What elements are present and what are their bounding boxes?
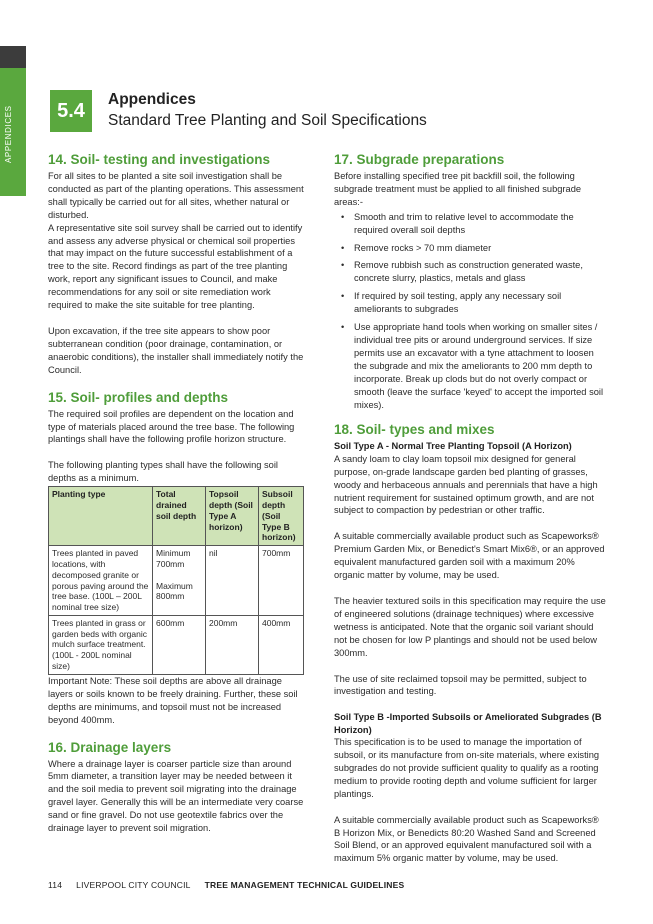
side-tab-label: APPENDICES: [4, 105, 13, 163]
table-header-row: [49, 487, 304, 546]
table-cell: nil: [206, 546, 259, 616]
bullet-icon: •: [341, 211, 345, 222]
soil-type-a-para-1: A sandy loam to clay loam topsoil mix designed for general purpose, on-grade landscape garden bed planting of grasses, woody and herbaceous annuals and perennials that have a high nutrient requirement for sustained optimum growth, and are not subject to compaction by pedestrian or other traffic.: [334, 453, 598, 516]
soil-type-a-para-3: The heavier textured soils in this specification may require the use of engineered solutions (drainage techniques) where excessive wetness is anticipated. Note that the organic soil variant should not be chosen for low P plantings and should not be used below 300mm.: [334, 595, 606, 658]
list-item: [334, 321, 606, 411]
soil-type-a-para-4: The use of site reclaimed topsoil may be permitted, subject to investigation and testing.: [334, 673, 587, 697]
section-17-heading: 17. Subgrade preparations: [334, 152, 505, 167]
section-17-intro: Before installing specified tree pit backfill soil, the following subgrade treatment must be applied to all finished subgrade areas:-: [334, 171, 582, 207]
page-subtitle: Standard Tree Planting and Soil Specifications: [108, 112, 427, 129]
table-cell: Trees planted in grass or garden beds with organic mulch surface treatment. (100L - 200L nominal size): [49, 615, 153, 674]
section-16-para-1: Where a drainage layer is coarser particle size than around 5mm diameter, a transition layer may be needed between it and the soil media to prevent soil migrating into the drainage gravel layer. Generally this will be an intermediate very coarse sand or fine gravel. Do not use geotextile fabrics over the drainage layer to prevent soil migration.: [48, 758, 304, 834]
list-item-text: Use appropriate hand tools when working on smaller sites / individual tree pits or around underground services. If size permits use an excavator with a tyne attachment to loosen the subgrade and mix the ameliorants to 200 mm depth to incorporate. Break up clods but do not overly compact or smooth (leave the surface 'keyed' to accept the imported soil mixes).: [354, 322, 604, 410]
list-item: [334, 259, 606, 285]
section-15-para-2: The following planting types shall have the following soil depths as a minimum.: [48, 460, 278, 484]
section-18-heading: 18. Soil- types and mixes: [334, 422, 495, 438]
bullet-icon: •: [341, 242, 345, 253]
table-cell: Minimum 700mm Maximum 800mm: [153, 546, 206, 616]
list-item: [334, 211, 606, 237]
bullet-icon: •: [341, 260, 345, 271]
page-footer: [48, 880, 404, 890]
table-cell: 200mm: [206, 615, 259, 674]
soil-depth-table: [48, 486, 304, 675]
list-item: [334, 242, 606, 255]
section-14-para-1: For all sites to be planted a site soil investigation shall be conducted as part of the planting operations. This assessment shall typically be carried out for all sites, whether natural or disturbed.: [48, 171, 304, 220]
list-item-text: Remove rocks > 70 mm diameter: [354, 242, 492, 253]
footer-doc-title: TREE MANAGEMENT TECHNICAL GUIDELINES: [204, 880, 405, 890]
list-item: [334, 290, 606, 316]
bullet-icon: •: [341, 322, 345, 333]
section-14-para-2: A representative site soil survey shall be carried out to identify and assess any adverse physical or chemical soil properties that may impact on the future successful establishment of a tree to the site. Record findings as part of the tree planting work, report any significant issues to Council, and make recommendations for any soil or site remediation work required to make the site suitable for tree planting.: [48, 222, 303, 311]
section-15-para-1: The required soil profiles are dependent on the location and type of materials placed around the tree base. The following plantings shall have the following profile horizon structure.: [48, 408, 295, 445]
table-header-cell: Total drained soil depth: [153, 487, 206, 546]
table-cell: Trees planted in paved locations, with decomposed granite or porous paving around the tree base. (100L – 200L nominal tree size): [49, 546, 153, 616]
table-header-cell: Topsoil depth (Soil Type A horizon): [206, 487, 259, 546]
side-tab-marker: [0, 46, 26, 68]
left-column: [48, 152, 304, 835]
list-item-text: If required by soil testing, apply any necessary soil ameliorants to subgrades: [354, 291, 562, 315]
page-title: Appendices: [108, 91, 196, 108]
soil-type-b-title: Soil Type B -Imported Subsoils or Ameliorated Subgrades (B Horizon): [334, 712, 602, 735]
section-14-heading: 14. Soil- testing and investigations: [48, 152, 271, 167]
table-row: [49, 615, 304, 674]
table-cell: 700mm: [259, 546, 304, 616]
section-16-heading: 16. Drainage layers: [48, 739, 172, 755]
bullet-icon: •: [341, 291, 345, 302]
soil-type-a-title: Soil Type A - Normal Tree Planting Topsoil (A Horizon): [334, 441, 572, 452]
page-number: 114: [48, 880, 63, 890]
list-item-text: Remove rubbish such as construction generated waste, concrete slurry, plastics, metals and glass: [354, 260, 583, 284]
soil-type-a-para-2: A suitable commercially available product such as Scapeworks® Premium Garden Mix, or Benedict's Smart Mix6®, or an approved equivalent manufactured garden soil with a maximum 20% organic matter by volume, may be used.: [334, 531, 605, 581]
list-item-text: Smooth and trim to relative level to accommodate the required overall soil depths: [354, 211, 574, 235]
section-14-para-3: Upon excavation, if the tree site appears to show poor subterranean condition (poor drainage, contamination, or anaerobic conditions), the installer shall immediately notify the Council.: [48, 325, 304, 375]
table-cell: 600mm: [153, 615, 206, 674]
section-number-badge: 5.4: [50, 90, 92, 132]
table-row: [49, 546, 304, 616]
table-header-cell: Planting type: [49, 487, 153, 546]
soil-type-b-para-1: This specification is to be used to manage the importation of subsoil, or its manufacture from on-site materials, where existing subgrades do not provide sufficient quality to qualify as a rooting medium to provide rooting depth and volume sufficient for larger plantings.: [334, 737, 600, 799]
right-column: [334, 152, 606, 865]
table-cell: 400mm: [259, 615, 304, 674]
subgrade-bullet-list: [334, 211, 606, 412]
table-header-cell: Subsoil depth (Soil Type B horizon): [259, 487, 304, 546]
footer-org: LIVERPOOL CITY COUNCIL: [76, 880, 191, 890]
soil-type-b-para-2: A suitable commercially available product such as Scapeworks® B Horizon Mix, or Benedicts 80:20 Washed Sand and Screened Soil Blend, or an approved equivalent manufactured soil with a maximum 5% organic matter by volume, may be used.: [334, 814, 599, 864]
section-15-heading: 15. Soil- profiles and depths: [48, 389, 229, 405]
section-15-note: Important Note: These soil depths are above all drainage layers or soils known to be freely draining. Further, these soil depths are minimums, and topsoil must not be increased beyond 400mm.: [48, 675, 298, 725]
